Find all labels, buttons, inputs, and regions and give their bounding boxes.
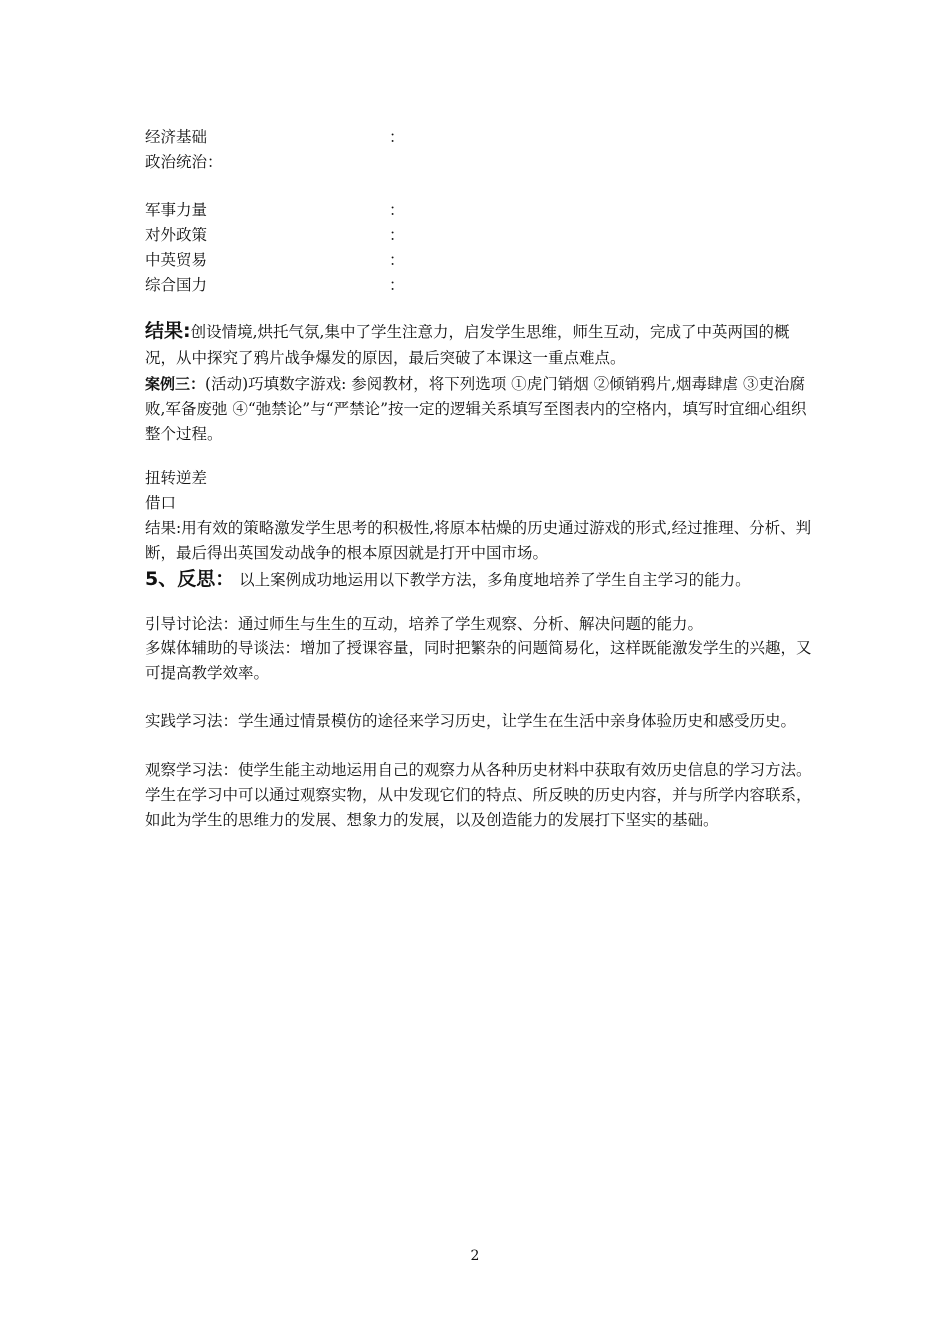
result-paragraph-1 bbox=[145, 318, 815, 371]
row-military bbox=[145, 198, 405, 222]
row-politics-label: 政治统治： bbox=[145, 153, 223, 171]
row-politics bbox=[145, 150, 223, 174]
row-economy bbox=[145, 125, 405, 149]
row-economy-colon: ： bbox=[389, 128, 405, 146]
case-three-paragraph bbox=[145, 372, 815, 447]
row-power bbox=[145, 273, 405, 297]
page-number: 2 bbox=[470, 1248, 480, 1264]
row-foreign-label: 对外政策 bbox=[145, 226, 208, 244]
row-foreign-colon: ： bbox=[389, 226, 405, 244]
result-paragraph-2: 结果:用有效的策略激发学生思考的积极性,将原本枯燥的历史通过游戏的形式,经过推理、分析、判断，最后得出英国发动战争的根本原因就是打开中国市场。 bbox=[145, 519, 812, 562]
row-trade-label: 中英贸易 bbox=[145, 251, 208, 269]
row-trade-colon: ： bbox=[389, 251, 405, 269]
method-observation: 观察学习法：使学生能主动地运用自己的观察力从各种历史材料中获取有效历史信息的学习方法。学生在学习中可以通过观察实物，从中发现它们的特点、所反映的历史内容，并与所学内容联系，如此为学生的思维力的发展、想象力的发展，以及创造能力的发展打下坚实的基础。 bbox=[145, 761, 812, 829]
method-practice: 实践学习法：学生通过情景模仿的途径来学习历史，让学生在生活中亲身体验历史和感受历史。 bbox=[145, 712, 797, 730]
method-guided-discussion: 引导讨论法：通过师生与生生的互动，培养了学生观察、分析、解决问题的能力。 bbox=[145, 615, 704, 633]
method-multimedia: 多媒体辅助的导谈法：增加了授课容量，同时把繁杂的问题简易化，这样既能激发学生的兴趣，又可提高教学效率。 bbox=[145, 639, 812, 682]
row-economy-label: 经济基础 bbox=[145, 128, 208, 146]
reflection-paragraph bbox=[145, 566, 815, 594]
case-three-heading: 案例三： bbox=[145, 375, 206, 393]
result-text-1: 创设情境,烘托气氛,集中了学生注意力，启发学生思维，师生互动，完成了中英两国的概况，从中探究了鸦片战争爆发的原因，最后突破了本课这一重点难点。 bbox=[145, 323, 790, 367]
row-foreign bbox=[145, 223, 405, 247]
row-military-label: 军事力量 bbox=[145, 201, 208, 219]
result-heading-1: 结果: bbox=[145, 320, 191, 342]
row-trade bbox=[145, 248, 405, 272]
case-three-text: (活动)巧填数字游戏: 参阅教材，将下列选项 ①虎门销烟 ②倾销鸦片,烟毒肆虐 ③吏治腐败,军备废弛 ④“弛禁论”与“严禁论”按一定的逻辑关系填写至图表内的空格内，填写时宜细心组织整个过程。 bbox=[145, 375, 807, 443]
row-power-label: 综合国力 bbox=[145, 276, 208, 294]
reflection-text: 以上案例成功地运用以下教学方法，多角度地培养了学生自主学习的能力。 bbox=[239, 571, 751, 589]
row-military-colon: ： bbox=[389, 201, 405, 219]
row-power-colon: ： bbox=[389, 276, 405, 294]
diagram-label-reverse: 扭转逆差 bbox=[145, 469, 208, 487]
reflection-heading: 5、反思： bbox=[145, 568, 235, 590]
diagram-label-excuse: 借口 bbox=[145, 494, 177, 512]
